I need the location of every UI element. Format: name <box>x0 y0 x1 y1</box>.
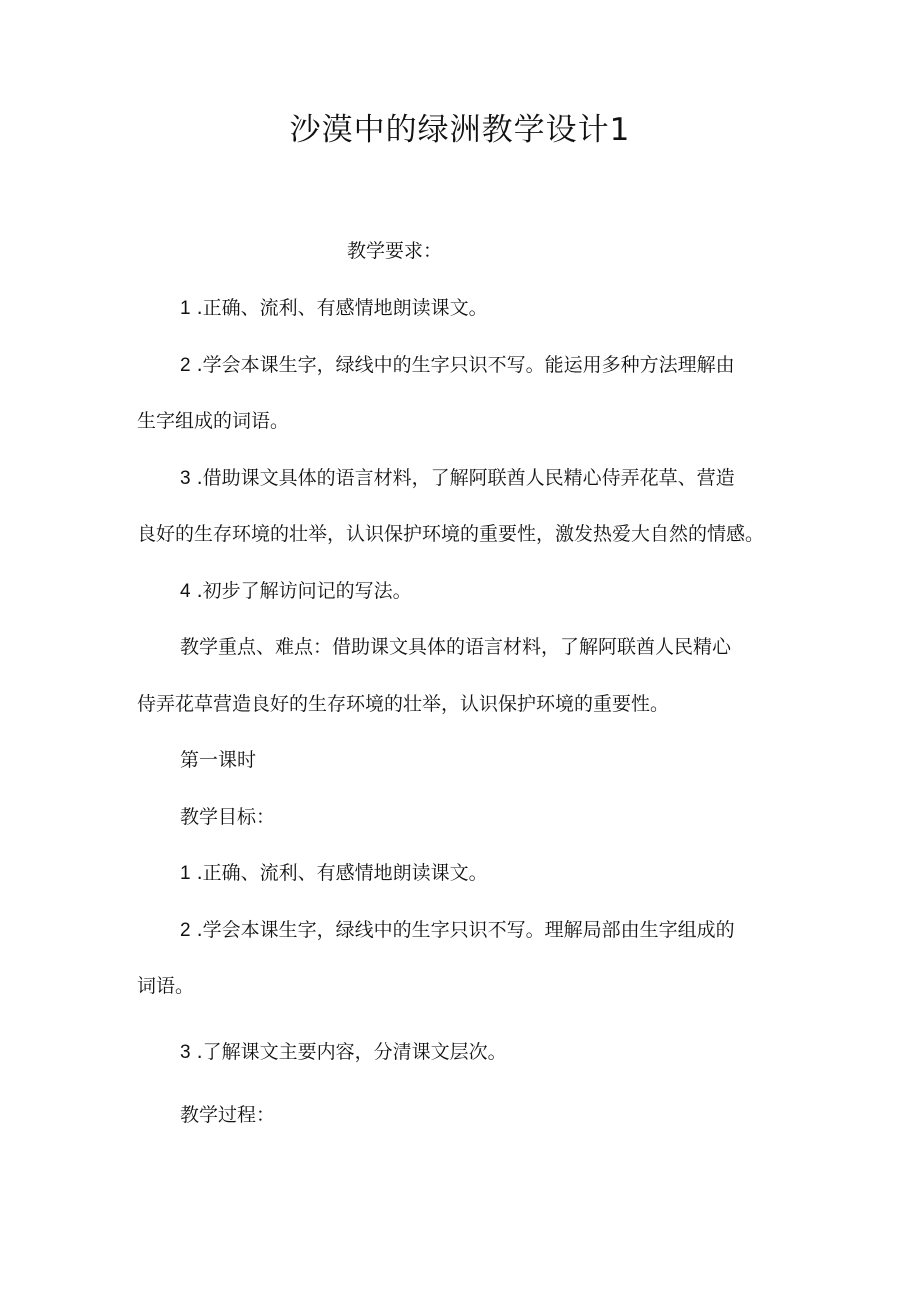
requirements-heading <box>347 237 442 265</box>
item-text: .正确、流利、有感情地朗读课文。 <box>196 862 488 884</box>
focus-text: 教学重点、难点：借助课文具体的语言材料，了解阿联酋人民精心 <box>180 636 732 658</box>
item-text: .初步了解访问记的写法。 <box>196 580 412 602</box>
requirement-item-4 <box>180 577 412 606</box>
goals-heading <box>180 803 275 831</box>
item-number: 4 <box>180 581 191 602</box>
requirement-item-3-continued <box>137 520 764 548</box>
focus-difficulty <box>180 633 731 661</box>
goal-item-2 <box>180 916 735 945</box>
goals-heading-text: 教学目标： <box>180 806 276 828</box>
item-text: .学会本课生字，绿线中的生字只识不写。能运用多种方法理解由 <box>196 354 735 376</box>
goal-item-2-continued <box>137 972 194 1000</box>
requirements-heading-text: 教学要求： <box>347 240 443 262</box>
requirement-item-1 <box>180 294 488 323</box>
item-text: 良好的生存环境的壮举，认识保护环境的重要性，激发热爱大自然的情感。 <box>137 523 765 545</box>
item-text: .了解课文主要内容，分清课文层次。 <box>196 1041 507 1063</box>
item-number: 3 <box>180 1042 191 1063</box>
requirement-item-2 <box>180 351 735 380</box>
goal-item-1 <box>180 859 488 888</box>
process-heading <box>180 1101 275 1129</box>
item-text: 词语。 <box>137 975 195 997</box>
requirement-item-3 <box>180 464 735 493</box>
lesson-heading-text: 第一课时 <box>180 749 257 771</box>
process-heading-text: 教学过程： <box>180 1104 276 1126</box>
requirement-item-2-continued <box>137 407 289 435</box>
item-number: 1 <box>180 298 191 319</box>
lesson-heading <box>180 746 256 774</box>
item-number: 2 <box>180 920 191 941</box>
item-text: .正确、流利、有感情地朗读课文。 <box>196 297 488 319</box>
item-text: .学会本课生字，绿线中的生字只识不写。理解局部由生字组成的 <box>196 919 735 941</box>
item-number: 1 <box>180 863 191 884</box>
item-number: 3 <box>180 468 191 489</box>
focus-difficulty-continued <box>137 690 669 718</box>
item-text: .借助课文具体的语言材料，了解阿联酋人民精心侍弄花草、营造 <box>196 467 735 489</box>
document-title: 沙漠中的绿洲教学设计1 <box>289 112 631 148</box>
item-number: 2 <box>180 355 191 376</box>
goal-item-3 <box>180 1038 507 1067</box>
focus-text: 侍弄花草营造良好的生存环境的壮举，认识保护环境的重要性。 <box>137 693 670 715</box>
item-text: 生字组成的词语。 <box>137 410 290 432</box>
